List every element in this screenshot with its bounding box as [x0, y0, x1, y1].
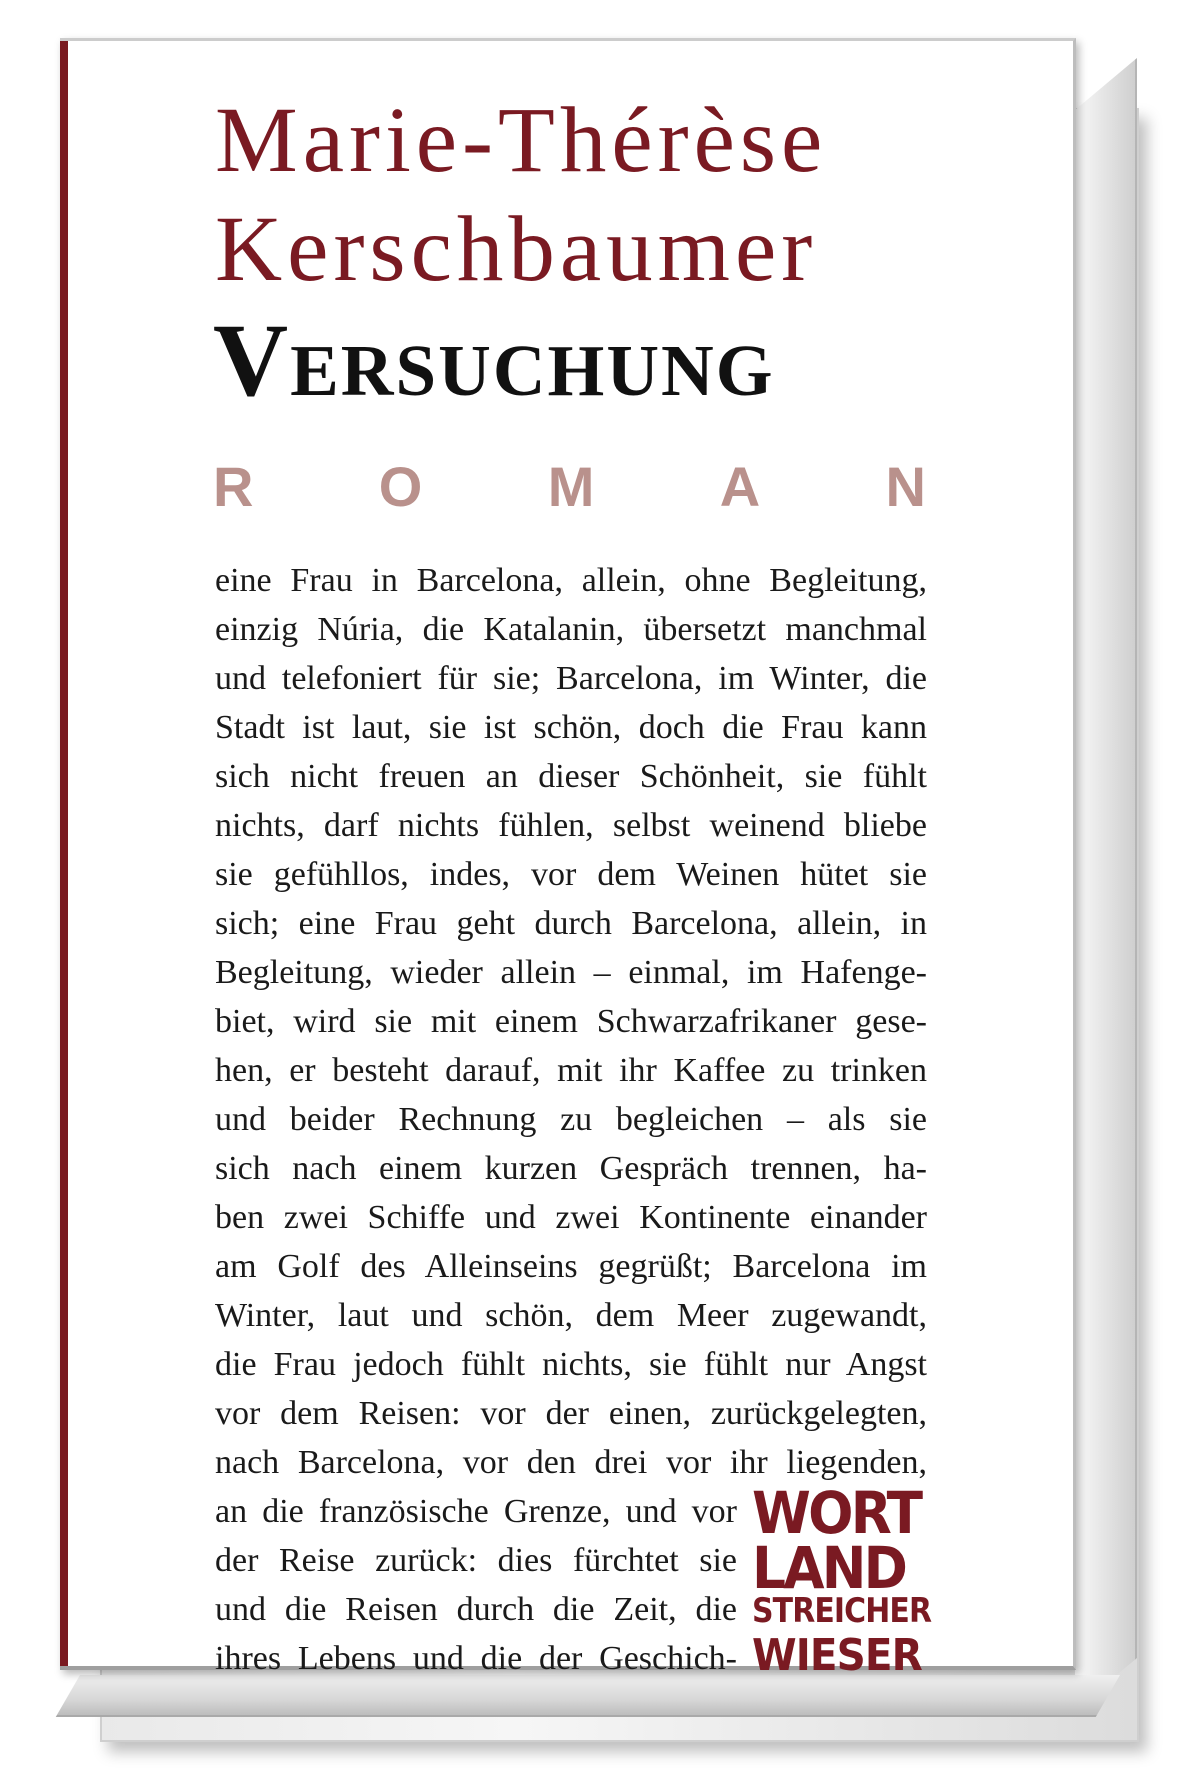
book-title: Versuchung — [213, 303, 775, 418]
logo-word-streicher: STREICHER — [752, 1591, 932, 1631]
blurb-line: Begleitung, wieder allein – einmal, im Hafenge- — [215, 954, 927, 991]
blurb-line: nach Barcelona, vor den drei vor ihr liegenden, — [215, 1444, 927, 1481]
genre-letter: A — [719, 455, 761, 518]
logo-word-wieser: WIESER — [752, 1630, 922, 1681]
blurb-line: einzig Núria, die Katalanin, übersetzt manchmal — [215, 611, 927, 648]
genre-letter: O — [378, 455, 423, 518]
blurb-line: sich; eine Frau geht durch Barcelona, allein, in — [215, 905, 927, 942]
blurb-line: die Frau jedoch fühlt nichts, sie fühlt nur Angst — [215, 1346, 927, 1383]
blurb-line: vor dem Reisen: vor der einen, zurückgelegten, — [215, 1395, 927, 1432]
blurb-line: der Reise zurück: dies fürchtet sie — [215, 1542, 737, 1579]
author-first-name: Marie-Thérèse — [215, 89, 828, 192]
book-page-edge-right — [1075, 58, 1137, 1710]
blurb-line: sie gefühllos, indes, vor dem Weinen hütet sie — [215, 856, 927, 893]
blurb-line: an die französische Grenze, und vor — [215, 1493, 737, 1530]
blurb-line: und telefoniert für sie; Barcelona, im Winter, die — [215, 660, 927, 697]
blurb-line: Stadt ist laut, sie ist schön, doch die Frau kann — [215, 709, 927, 746]
blurb-line: biet, wird sie mit einem Schwarzafrikaner gese- — [215, 1003, 927, 1040]
genre-letter: R — [213, 455, 254, 518]
author-last-name: Kerschbaumer — [215, 198, 818, 301]
blurb-line: sich nicht freuen an dieser Schönheit, sie fühlt — [215, 758, 927, 795]
blurb-line: ben zwei Schiffe und zwei Kontinente einander — [215, 1199, 927, 1236]
blurb-line: am Golf des Alleinseins gegrüßt; Barcelona im — [215, 1248, 927, 1285]
blurb-line: hen, er besteht darauf, mit ihr Kaffee zu trinken — [215, 1052, 927, 1089]
spine-band — [60, 41, 68, 1666]
book-cover — [60, 38, 1076, 1681]
blurb-line: und die Reisen durch die Zeit, die — [215, 1591, 737, 1628]
publisher-logo — [752, 1479, 932, 1681]
blurb-line: eine Frau in Barcelona, allein, ohne Begleitung, — [215, 562, 927, 599]
blurb-line: sich nach einem kurzen Gespräch trennen, ha- — [215, 1150, 927, 1187]
logo-word-wort: WORT — [752, 1479, 921, 1547]
blurb-line: ihres Lebens und die der Geschich- — [215, 1640, 737, 1677]
genre-label — [213, 455, 926, 518]
blurb-line: nichts, darf nichts fühlen, selbst weinend bliebe — [215, 807, 927, 844]
genre-letter: N — [885, 455, 926, 518]
genre-letter: M — [547, 455, 595, 518]
blurb-line: und beider Rechnung zu begleichen – als sie — [215, 1101, 927, 1138]
blurb-line: Winter, laut und schön, dem Meer zugewandt, — [215, 1297, 927, 1334]
logo-word-land: LAND — [752, 1534, 906, 1602]
